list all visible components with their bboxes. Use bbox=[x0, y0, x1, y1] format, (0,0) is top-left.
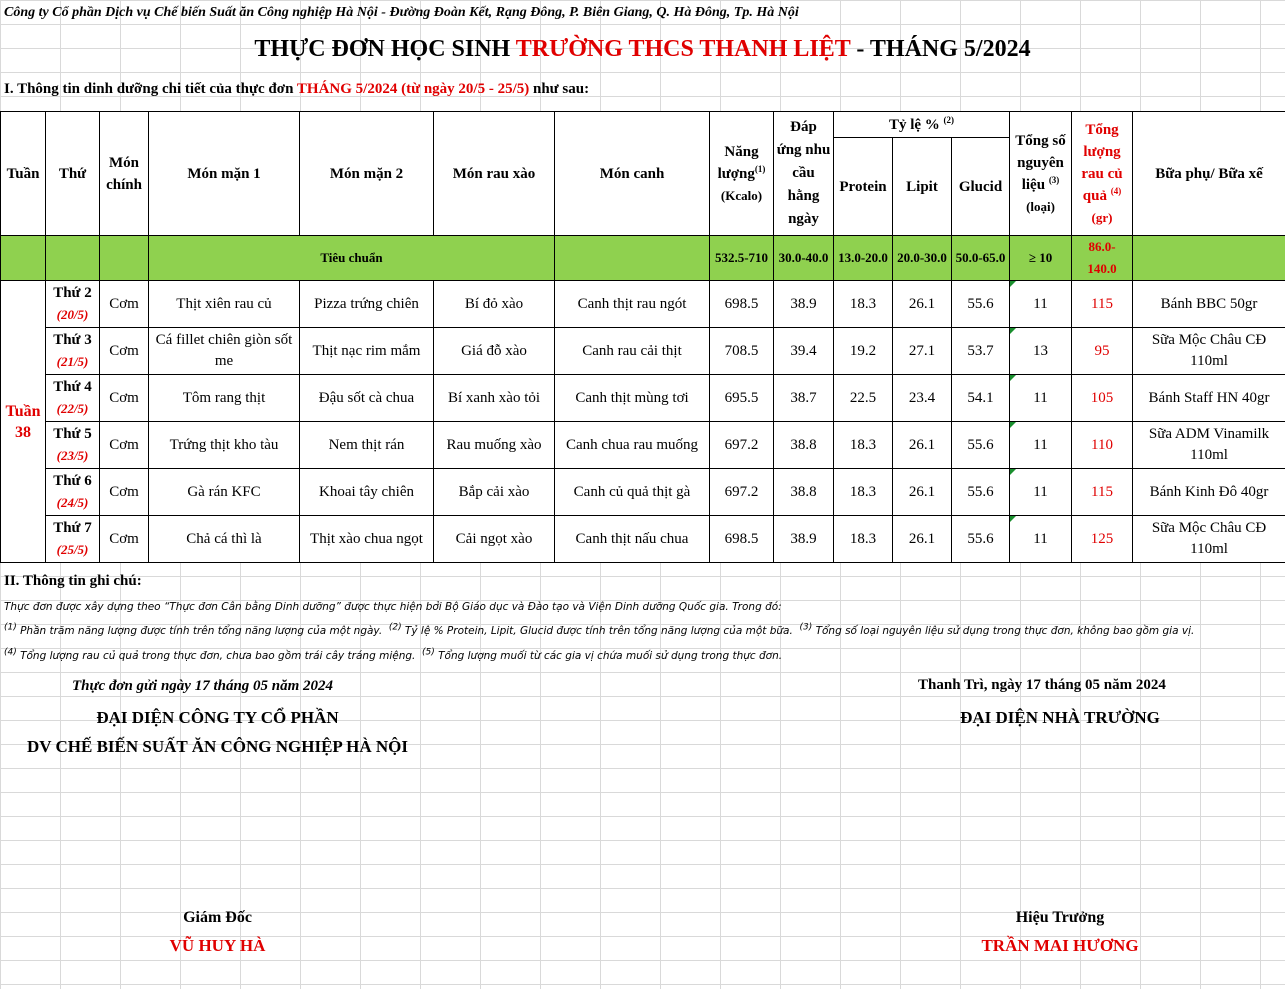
standard-glucid: 50.0-65.0 bbox=[952, 236, 1010, 281]
cell-glucid: 55.6 bbox=[952, 469, 1010, 516]
cell-mon-canh: Canh thịt rau ngót bbox=[555, 281, 710, 328]
cell-tong-luong: 125 bbox=[1072, 516, 1133, 563]
header-glucid: Glucid bbox=[952, 138, 1010, 236]
note-2-sup: (2) bbox=[388, 622, 402, 633]
section-2-heading: II. Thông tin ghi chú: bbox=[4, 573, 142, 589]
cell-lipit: 26.1 bbox=[893, 281, 952, 328]
standard-lipit: 20.0-30.0 bbox=[893, 236, 952, 281]
cell-glucid: 55.6 bbox=[952, 422, 1010, 469]
header-ty-le-sup: (2) bbox=[943, 114, 955, 125]
director-title: Giám Đốc bbox=[183, 909, 252, 926]
header-nang-luong-sup: (1) bbox=[754, 163, 766, 174]
cell-mon-man-2: Pizza trứng chiên bbox=[300, 281, 434, 328]
standard-dap-ung: 30.0-40.0 bbox=[774, 236, 834, 281]
company-rep-line-1: ĐẠI DIỆN CÔNG TY CỔ PHẦN bbox=[96, 708, 339, 727]
cell-tong-so: 11 bbox=[1010, 375, 1072, 422]
note-1: Phần trăm năng lượng được tính trên tổng năng lượng của một ngày. bbox=[16, 625, 383, 637]
cell-mon-chinh: Cơm bbox=[100, 469, 149, 516]
header-protein: Protein bbox=[834, 138, 893, 236]
cell-nang-luong: 697.2 bbox=[710, 422, 774, 469]
cell-mon-rau-xao: Bắp cải xào bbox=[434, 469, 555, 516]
menu-table bbox=[0, 111, 1285, 563]
cell-lipit: 26.1 bbox=[893, 422, 952, 469]
sent-date: Thực đơn gửi ngày 17 tháng 05 năm 2024 bbox=[72, 678, 334, 694]
header-ty-le bbox=[834, 112, 1010, 138]
day-date: (20/5) bbox=[56, 307, 89, 322]
header-nang-luong-label: Năng lượng bbox=[717, 143, 759, 182]
day-date: (25/5) bbox=[56, 542, 89, 557]
header-nang-luong bbox=[710, 112, 774, 236]
director-name: VŨ HUY HÀ bbox=[169, 936, 266, 955]
cell-bua-phu: Sữa Mộc Châu CĐ 110ml bbox=[1133, 516, 1285, 563]
header-thu: Thứ bbox=[46, 112, 100, 236]
cell-mon-canh: Canh củ quả thịt gà bbox=[555, 469, 710, 516]
table-row bbox=[1, 281, 1285, 328]
day-cell bbox=[46, 516, 100, 563]
standard-tong-luong: 86.0-140.0 bbox=[1072, 236, 1133, 281]
cell-bua-phu: Sữa Mộc Châu CĐ 110ml bbox=[1133, 328, 1285, 375]
cell-lipit: 27.1 bbox=[893, 328, 952, 375]
header-mon-rau-xao: Món rau xào bbox=[434, 112, 555, 236]
cell-glucid: 54.1 bbox=[952, 375, 1010, 422]
cell-glucid: 55.6 bbox=[952, 281, 1010, 328]
cell-tong-so: 11 bbox=[1010, 516, 1072, 563]
company-rep-line-2: DV CHẾ BIẾN SUẤT ĂN CÔNG NGHIỆP HÀ NỘI bbox=[27, 737, 408, 756]
day-cell bbox=[46, 328, 100, 375]
cell-tong-so: 11 bbox=[1010, 281, 1072, 328]
standard-protein: 13.0-20.0 bbox=[834, 236, 893, 281]
cell-dap-ung: 38.9 bbox=[774, 516, 834, 563]
cell-protein: 18.3 bbox=[834, 516, 893, 563]
cell-tong-luong: 105 bbox=[1072, 375, 1133, 422]
note-3: Tổng số loại nguyên liệu sử dụng trong thực đơn, không bao gồm gia vị. bbox=[812, 625, 1195, 637]
day-name: Thứ 5 bbox=[53, 426, 92, 442]
cell-protein: 19.2 bbox=[834, 328, 893, 375]
cell-tong-luong: 95 bbox=[1072, 328, 1133, 375]
note-2: Tỷ lệ % Protein, Lipit, Glucid được tính trên tổng năng lượng của một bữa. bbox=[401, 625, 793, 637]
cell-mon-chinh: Cơm bbox=[100, 328, 149, 375]
note-intro: Thực đơn được xây dựng theo “Thực đơn Cân bằng Dinh dưỡng” được thực hiện bởi Bộ Giáo dục và Đào tạo và Viện Dinh dưỡng Quốc gia. Trong đó: bbox=[4, 601, 782, 613]
cell-dap-ung: 39.4 bbox=[774, 328, 834, 375]
week-label: Tuần 38 bbox=[1, 281, 46, 563]
day-name: Thứ 7 bbox=[53, 520, 92, 536]
header-mon-man-1: Món mặn 1 bbox=[149, 112, 300, 236]
school-rep: ĐẠI DIỆN NHÀ TRƯỜNG bbox=[960, 708, 1160, 727]
table-row bbox=[1, 516, 1285, 563]
note-line-1 bbox=[4, 622, 1195, 637]
standard-label: Tiêu chuẩn bbox=[149, 236, 555, 281]
header-tong-so bbox=[1010, 112, 1072, 236]
cell-mon-canh: Canh chua rau muống bbox=[555, 422, 710, 469]
title-school: TRƯỜNG THCS THANH LIỆT bbox=[515, 36, 851, 62]
cell-tong-so: 11 bbox=[1010, 422, 1072, 469]
day-date: (24/5) bbox=[56, 495, 89, 510]
cell-tong-so: 13 bbox=[1010, 328, 1072, 375]
place-date: Thanh Trì, ngày 17 tháng 05 năm 2024 bbox=[918, 677, 1166, 693]
standard-row bbox=[1, 236, 1285, 281]
cell-mon-rau-xao: Giá đỗ xào bbox=[434, 328, 555, 375]
day-date: (23/5) bbox=[56, 448, 89, 463]
day-cell bbox=[46, 375, 100, 422]
note-3-sup: (3) bbox=[799, 622, 813, 633]
cell-nang-luong: 698.5 bbox=[710, 281, 774, 328]
cell-bua-phu: Sữa ADM Vinamilk 110ml bbox=[1133, 422, 1285, 469]
day-name: Thứ 4 bbox=[53, 379, 92, 395]
cell-protein: 22.5 bbox=[834, 375, 893, 422]
cell-mon-man-1: Cá fillet chiên giòn sốt me bbox=[149, 328, 300, 375]
header-nang-luong-unit: (Kcalo) bbox=[720, 187, 763, 203]
note-line-2 bbox=[4, 647, 783, 662]
cell-mon-rau-xao: Cải ngọt xào bbox=[434, 516, 555, 563]
note-4-sup: (4) bbox=[4, 647, 17, 658]
cell-protein: 18.3 bbox=[834, 281, 893, 328]
day-date: (22/5) bbox=[56, 401, 89, 416]
cell-bua-phu: Bánh Staff HN 40gr bbox=[1133, 375, 1285, 422]
section-1-part-1: I. Thông tin dinh dưỡng chi tiết của thực đơn bbox=[4, 81, 297, 97]
cell-mon-canh: Canh thịt mùng tơi bbox=[555, 375, 710, 422]
cell-mon-chinh: Cơm bbox=[100, 281, 149, 328]
cell-lipit: 26.1 bbox=[893, 469, 952, 516]
cell-dap-ung: 38.8 bbox=[774, 422, 834, 469]
cell-mon-canh: Canh rau cải thịt bbox=[555, 328, 710, 375]
header-ty-le-label: Tỷ lệ % bbox=[888, 116, 940, 133]
header-mon-canh: Món canh bbox=[555, 112, 710, 236]
cell-mon-man-1: Thịt xiên rau củ bbox=[149, 281, 300, 328]
cell-bua-phu: Bánh Kinh Đô 40gr bbox=[1133, 469, 1285, 516]
cell-mon-man-1: Trứng thịt kho tàu bbox=[149, 422, 300, 469]
table-row bbox=[1, 375, 1285, 422]
cell-tong-luong: 115 bbox=[1072, 281, 1133, 328]
header-tong-luong bbox=[1072, 112, 1133, 236]
note-1-sup: (1) bbox=[4, 622, 17, 633]
cell-nang-luong: 698.5 bbox=[710, 516, 774, 563]
header-mon-man-2: Món mặn 2 bbox=[300, 112, 434, 236]
principal-title: Hiệu Trưởng bbox=[1015, 909, 1105, 926]
principal-name: TRẦN MAI HƯƠNG bbox=[981, 936, 1139, 955]
cell-tong-luong: 115 bbox=[1072, 469, 1133, 516]
cell-nang-luong: 695.5 bbox=[710, 375, 774, 422]
cell-nang-luong: 697.2 bbox=[710, 469, 774, 516]
cell-glucid: 55.6 bbox=[952, 516, 1010, 563]
cell-mon-man-2: Nem thịt rán bbox=[300, 422, 434, 469]
cell-dap-ung: 38.7 bbox=[774, 375, 834, 422]
note-5-sup: (5) bbox=[422, 647, 435, 658]
header-row-1 bbox=[1, 112, 1285, 138]
day-cell bbox=[46, 422, 100, 469]
cell-protein: 18.3 bbox=[834, 422, 893, 469]
section-1-part-3: như sau: bbox=[529, 81, 590, 97]
cell-dap-ung: 38.9 bbox=[774, 281, 834, 328]
cell-nang-luong: 708.5 bbox=[710, 328, 774, 375]
company-address: Công ty Cổ phần Dịch vụ Chế biến Suất ăn Công nghiệp Hà Nội - Đường Đoàn Kết, Rạng Đông, P. Biên Giang, Q. Hà Đông, Tp. Hà Nội bbox=[4, 5, 799, 20]
page-title bbox=[0, 36, 1285, 63]
header-tong-so-sup: (3) bbox=[1048, 174, 1060, 185]
title-part-3: - THÁNG 5/2024 bbox=[850, 36, 1031, 62]
note-4: Tổng lượng rau củ quả trong thực đơn, chưa bao gồm trái cây tráng miệng. bbox=[16, 650, 416, 662]
day-name: Thứ 3 bbox=[53, 332, 92, 348]
cell-glucid: 53.7 bbox=[952, 328, 1010, 375]
cell-mon-chinh: Cơm bbox=[100, 422, 149, 469]
cell-mon-man-1: Tôm rang thịt bbox=[149, 375, 300, 422]
day-cell bbox=[46, 469, 100, 516]
cell-mon-man-2: Khoai tây chiên bbox=[300, 469, 434, 516]
cell-mon-canh: Canh thịt nấu chua bbox=[555, 516, 710, 563]
section-1-period: THÁNG 5/2024 (từ ngày 20/5 - 25/5) bbox=[296, 81, 530, 97]
title-part-1: THỰC ĐƠN HỌC SINH bbox=[254, 36, 516, 62]
day-date: (21/5) bbox=[56, 354, 89, 369]
cell-mon-rau-xao: Bí xanh xào tỏi bbox=[434, 375, 555, 422]
day-cell bbox=[46, 281, 100, 328]
cell-mon-man-2: Đậu sốt cà chua bbox=[300, 375, 434, 422]
cell-protein: 18.3 bbox=[834, 469, 893, 516]
day-name: Thứ 6 bbox=[53, 473, 92, 489]
cell-mon-rau-xao: Rau muống xào bbox=[434, 422, 555, 469]
header-tuan: Tuần bbox=[1, 112, 46, 236]
section-1-heading bbox=[4, 81, 589, 98]
cell-mon-chinh: Cơm bbox=[100, 516, 149, 563]
cell-mon-man-1: Gà rán KFC bbox=[149, 469, 300, 516]
header-tong-so-unit: (loại) bbox=[1026, 198, 1055, 214]
header-bua-phu: Bữa phụ/ Bữa xế bbox=[1133, 112, 1285, 236]
cell-mon-man-2: Thịt nạc rim mắm bbox=[300, 328, 434, 375]
header-dap-ung: Đáp ứng nhu cầu hằng ngày bbox=[774, 112, 834, 236]
header-tong-luong-sup: (4) bbox=[1110, 185, 1122, 196]
cell-tong-luong: 110 bbox=[1072, 422, 1133, 469]
header-tong-so-label: Tổng số nguyên liệu bbox=[1015, 132, 1066, 193]
day-name: Thứ 2 bbox=[53, 285, 92, 301]
note-5: Tổng lượng muối từ các gia vị chứa muối sử dụng trong thực đơn. bbox=[434, 650, 783, 662]
standard-nang-luong: 532.5-710 bbox=[710, 236, 774, 281]
header-mon-chinh: Món chính bbox=[100, 112, 149, 236]
table-row bbox=[1, 422, 1285, 469]
cell-tong-so: 11 bbox=[1010, 469, 1072, 516]
table-row bbox=[1, 328, 1285, 375]
table-row bbox=[1, 469, 1285, 516]
standard-tong-so: ≥ 10 bbox=[1010, 236, 1072, 281]
cell-lipit: 26.1 bbox=[893, 516, 952, 563]
cell-bua-phu: Bánh BBC 50gr bbox=[1133, 281, 1285, 328]
cell-mon-man-2: Thịt xào chua ngọt bbox=[300, 516, 434, 563]
header-tong-luong-unit: (gr) bbox=[1091, 209, 1113, 225]
cell-mon-man-1: Chả cá thì là bbox=[149, 516, 300, 563]
cell-lipit: 23.4 bbox=[893, 375, 952, 422]
header-lipit: Lipit bbox=[893, 138, 952, 236]
cell-mon-rau-xao: Bí đỏ xào bbox=[434, 281, 555, 328]
header-tong-luong-label: Tổng lượng rau củ quả bbox=[1081, 121, 1123, 204]
cell-dap-ung: 38.8 bbox=[774, 469, 834, 516]
cell-mon-chinh: Cơm bbox=[100, 375, 149, 422]
